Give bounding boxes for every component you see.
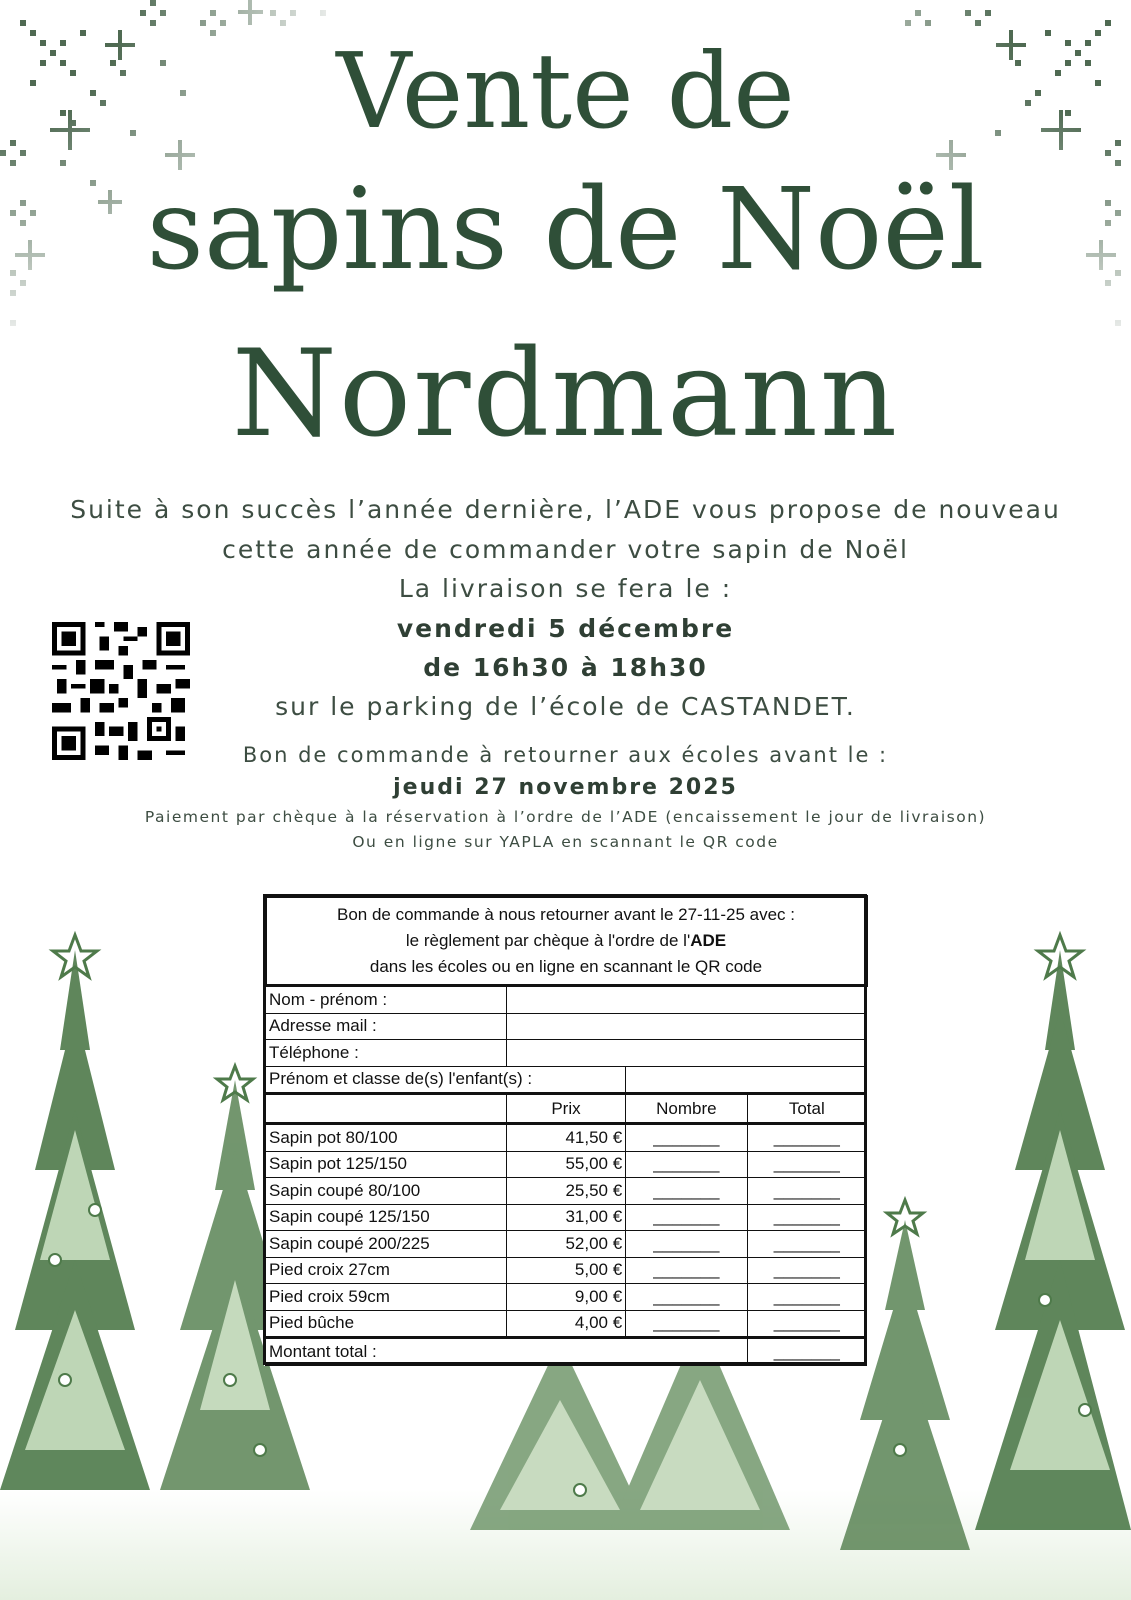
email-input[interactable] <box>506 1013 866 1040</box>
item-price: 4,00 € <box>506 1310 625 1338</box>
item-qty-input[interactable]: _______ <box>626 1310 747 1338</box>
delivery-date: vendredi 5 décembre <box>396 614 735 643</box>
item-price: 5,00 € <box>506 1257 625 1284</box>
item-name: Sapin pot 80/100 <box>266 1124 507 1152</box>
field-row-name <box>266 986 867 1014</box>
form-header-line-2-text: le règlement par chèque à l'ordre de l' <box>405 931 691 950</box>
field-row-children <box>266 1066 867 1094</box>
online-info: Ou en ligne sur YAPLA en scannant le QR code <box>352 833 779 851</box>
item-name: Sapin coupé 80/100 <box>266 1178 507 1205</box>
item-price: 25,50 € <box>506 1178 625 1205</box>
delivery-place: sur le parking de l’école de CASTANDET. <box>275 692 856 721</box>
item-price: 55,00 € <box>506 1151 625 1178</box>
column-header-qty: Nombre <box>626 1094 747 1124</box>
table-row <box>266 1124 867 1152</box>
field-label-children: Prénom et classe de(s) l'enfant(s) : <box>266 1066 626 1094</box>
item-qty-input[interactable]: _______ <box>626 1231 747 1258</box>
field-row-email <box>266 1013 867 1040</box>
item-total-input[interactable]: _______ <box>747 1204 866 1231</box>
intro-line-1: Suite à son succès l’année dernière, l’ADE vous propose de nouveau <box>70 495 1061 524</box>
title-line-2: sapins de Noël <box>146 165 985 295</box>
item-name: Pied croix 59cm <box>266 1284 507 1311</box>
form-header-line-3: dans les écoles ou en ligne en scannant le QR code <box>369 957 763 976</box>
item-price: 52,00 € <box>506 1231 625 1258</box>
deadline-date: jeudi 27 novembre 2025 <box>393 775 738 800</box>
table-row <box>266 1204 867 1231</box>
column-header-row <box>266 1094 867 1124</box>
item-total-input[interactable]: _______ <box>747 1124 866 1152</box>
form-header-line-2 <box>267 928 865 954</box>
total-row <box>266 1338 867 1366</box>
deadline-label: Bon de commande à retourner aux écoles avant le : <box>242 743 889 767</box>
column-header-item <box>266 1094 507 1124</box>
table-row <box>266 1284 867 1311</box>
payment-info: Paiement par chèque à la réservation à l’ordre de l’ADE (encaissement le jour de livraison) <box>144 808 987 826</box>
phone-input[interactable] <box>506 1040 866 1067</box>
title-line-3: Nordmann <box>231 325 900 464</box>
item-qty-input[interactable]: _______ <box>626 1124 747 1152</box>
item-qty-input[interactable]: _______ <box>626 1284 747 1311</box>
item-total-input[interactable]: _______ <box>747 1257 866 1284</box>
table-row <box>266 1257 867 1284</box>
item-total-input[interactable]: _______ <box>747 1178 866 1205</box>
item-qty-input[interactable]: _______ <box>626 1151 747 1178</box>
item-price: 9,00 € <box>506 1284 625 1311</box>
column-header-total: Total <box>747 1094 866 1124</box>
table-row <box>266 1310 867 1338</box>
table-row <box>266 1178 867 1205</box>
item-qty-input[interactable]: _______ <box>626 1178 747 1205</box>
delivery-label: La livraison se fera le : <box>398 574 733 603</box>
name-input[interactable] <box>506 986 866 1014</box>
form-header-ade: ADE <box>690 931 727 950</box>
order-form-table <box>264 895 868 1366</box>
intro-line-2: cette année de commander votre sapin de Noël <box>222 535 909 564</box>
item-total-input[interactable]: _______ <box>747 1284 866 1311</box>
item-name: Pied bûche <box>266 1310 507 1338</box>
total-label: Montant total : <box>266 1338 748 1366</box>
delivery-time: de 16h30 à 18h30 <box>423 653 708 682</box>
item-qty-input[interactable]: _______ <box>626 1257 747 1284</box>
field-row-phone <box>266 1040 867 1067</box>
item-name: Pied croix 27cm <box>266 1257 507 1284</box>
grand-total-input[interactable]: _______ <box>747 1338 866 1366</box>
item-name: Sapin pot 125/150 <box>266 1151 507 1178</box>
title-line-1: Vente de <box>336 30 795 152</box>
field-label-name: Nom - prénom : <box>266 986 507 1014</box>
children-input[interactable] <box>626 1066 867 1094</box>
item-qty-input[interactable]: _______ <box>626 1204 747 1231</box>
field-label-phone: Téléphone : <box>266 1040 507 1067</box>
item-total-input[interactable]: _______ <box>747 1310 866 1338</box>
item-name: Sapin coupé 200/225 <box>266 1231 507 1258</box>
form-header-row <box>266 897 867 986</box>
item-total-input[interactable]: _______ <box>747 1231 866 1258</box>
item-price: 31,00 € <box>506 1204 625 1231</box>
field-label-email: Adresse mail : <box>266 1013 507 1040</box>
item-total-input[interactable]: _______ <box>747 1151 866 1178</box>
form-header-line-1: Bon de commande à nous retourner avant le 27-11-25 avec : <box>336 905 796 924</box>
column-header-price: Prix <box>506 1094 625 1124</box>
form-header <box>266 897 867 986</box>
table-row <box>266 1151 867 1178</box>
qr-code[interactable] <box>52 622 190 760</box>
item-name: Sapin coupé 125/150 <box>266 1204 507 1231</box>
item-price: 41,50 € <box>506 1124 625 1152</box>
table-row <box>266 1231 867 1258</box>
